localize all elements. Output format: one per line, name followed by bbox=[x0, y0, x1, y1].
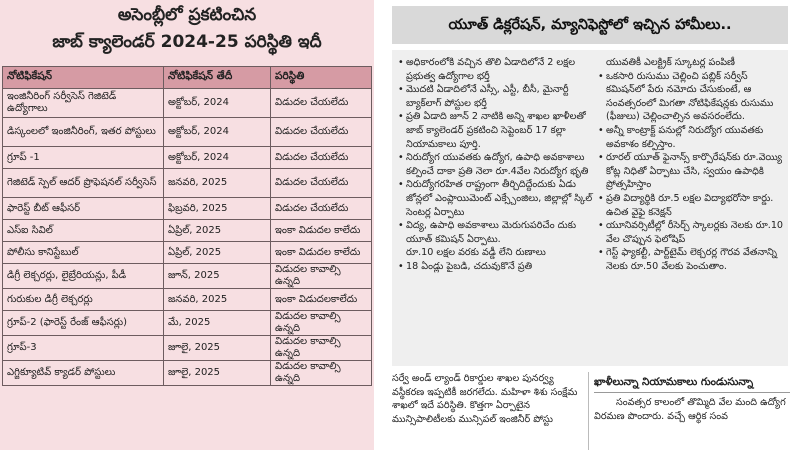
promise-item: • 18 ఏండ్లు పైబడి, చదువుకొనే ప్రతి bbox=[398, 260, 594, 274]
row-notification: గెజిటెడ్ స్పెల్ ఆదర్ ప్రొఫెషనల్ సర్వీసెస్ bbox=[3, 169, 164, 198]
table-row bbox=[3, 198, 372, 220]
row-notification: ఎస్ఐ సివిల్ bbox=[3, 220, 164, 242]
promise-item: • మొదటి ఏడాదిలోనే ఎస్సీ, ఎస్టీ, బీసీ, మైనార్టీ బ్యాక్‌లాగ్ పోస్టుల భర్తీ bbox=[398, 83, 594, 110]
promise-item: • ప్రతి ఏడాది జూన్ 2 నాటికి అన్ని శాఖల ఖాళీలతో జాబ్ క్యాలెండర్ ప్రకటించి సెప్టెంబర్ 17 కల్లా నియామకాలు పూర్తి. bbox=[398, 110, 594, 151]
row-date: ఏప్రిల్, 2025 bbox=[164, 242, 271, 264]
row-date: ఏప్రిల్, 2025 bbox=[164, 220, 271, 242]
table-row bbox=[3, 147, 372, 169]
promises-column-right bbox=[598, 56, 784, 274]
promise-item: • ప్రతి విద్యార్థికి రూ.5 లక్షల విద్యాభరోసా కార్డు. ఉచిత వైఫై కనెక్షన్ bbox=[598, 192, 784, 219]
row-status: విడుదల చేయలేదు bbox=[271, 198, 372, 220]
row-date: జూలై, 2025 bbox=[164, 336, 271, 361]
youth-declaration-panel bbox=[380, 0, 800, 450]
row-date: జనవరి, 2025 bbox=[164, 289, 271, 311]
header-notification-date: నోటిఫికేషన్ తేదీ bbox=[164, 67, 271, 89]
table-row bbox=[3, 361, 372, 386]
promises-box bbox=[392, 50, 788, 366]
article-subheading: ఖాళీలున్నా నియామకాలు గుండుసున్నా bbox=[594, 372, 790, 393]
row-date: జనవరి, 2025 bbox=[164, 169, 271, 198]
row-notification: ఎగ్జిక్యూటివ్ క్యాడర్ పోస్టులు bbox=[3, 361, 164, 386]
table-body bbox=[3, 89, 372, 386]
row-status: ఇంకా విడుదల కాలేదు bbox=[271, 220, 372, 242]
promise-item: • నిరుద్యోగ యువతకు ఉద్యోగ, ఉపాధి అవకాశాలు కల్పించే దాకా ప్రతి నెలా రూ.4వేల నిరుద్యోగ భృతి bbox=[398, 151, 594, 178]
title-line-2: జాబ్ క్యాలెండర్ 2024-25 పరిస్థితి ఇదీ bbox=[52, 32, 322, 52]
job-calendar-title bbox=[0, 2, 374, 56]
table-row bbox=[3, 118, 372, 147]
row-status: ఇంకా విడుదల కాలేదు bbox=[271, 242, 372, 264]
promise-item: • రూరల్ యూత్ ఫైనాన్స్ కార్పొరేషన్‌కు రూ.వెయ్యి కోట్ల నిధితో ఏర్పాటు చేసి, స్వయం ఉపాధికి ప్రోత్సహిస్తాం bbox=[598, 151, 784, 192]
row-status: విడుదల చేయలేదు bbox=[271, 89, 372, 118]
title-line-1: అసెంబ్లీలో ప్రకటించిన bbox=[117, 5, 257, 25]
promise-item: యువతికీ ఎలక్ట్రిక్ స్కూటర్ల పంపిణీ bbox=[606, 57, 735, 68]
table-row bbox=[3, 311, 372, 336]
promise-item: • గెస్ట్ ఫ్యాకల్టీ, పార్ట్‌టైమ్ లెక్చరర్ల గౌరవ వేతనాన్ని నెలకు రూ.50 వేలకు పెంచుతాం. bbox=[598, 246, 784, 273]
table-row bbox=[3, 289, 372, 311]
row-notification: గ్రూప్-3 bbox=[3, 336, 164, 361]
row-notification: డిగ్రీ లెక్చరర్లు, లైబ్రేరియన్లు, పీడీ bbox=[3, 264, 164, 289]
row-date: అక్టోబర్, 2024 bbox=[164, 89, 271, 118]
row-status: విడుదల చేయలేదు bbox=[271, 169, 372, 198]
job-calendar-table bbox=[2, 66, 372, 386]
row-date: జూన్, 2025 bbox=[164, 264, 271, 289]
table-row bbox=[3, 242, 372, 264]
promise-item: • యూనివర్సిటీల్లో రీసెర్చ్ స్కాలర్లకు నెలకు రూ.10 వేల చొప్పున ఫెలోషిప్ bbox=[598, 219, 784, 246]
header-status: పరిస్థితి bbox=[271, 67, 372, 89]
table-row bbox=[3, 264, 372, 289]
job-calendar-panel bbox=[0, 0, 374, 450]
row-notification: గ్రూప్ -1 bbox=[3, 147, 164, 169]
table-row bbox=[3, 89, 372, 118]
row-status: విడుదల కావాల్సి ఉన్నది bbox=[271, 361, 372, 386]
promise-item: • అధికారంలోకి వచ్చిన తొలి ఏడాదిలోనే 2 లక్షల ప్రభుత్వ ఉద్యోగాల భర్తీ bbox=[398, 56, 594, 83]
table-row bbox=[3, 169, 372, 198]
header-notification: నోటిఫికేషన్ bbox=[3, 67, 164, 89]
promise-item: రూ.10 లక్షల వరకు వడ్డీ లేని రుణాలు bbox=[406, 247, 546, 259]
promise-item: • విద్య, ఉపాధి అవకాశాలు మెరుగుపరిచేం దుకు యూత్ కమిషన్ ఏర్పాటు. bbox=[398, 219, 594, 246]
row-status: విడుదల కావాల్సి ఉన్నది bbox=[271, 336, 372, 361]
row-status: విడుదల చేయలేదు bbox=[271, 147, 372, 169]
row-date: అక్టోబర్, 2024 bbox=[164, 118, 271, 147]
row-date: మే, 2025 bbox=[164, 311, 271, 336]
row-status: విడుదల చేయలేదు bbox=[271, 118, 372, 147]
promises-column-left bbox=[398, 56, 594, 274]
row-status: విడుదల కావాల్సి ఉన్నది bbox=[271, 311, 372, 336]
row-date: అక్టోబర్, 2024 bbox=[164, 147, 271, 169]
declaration-title: యూత్ డిక్లరేషన్, మ్యానిఫెస్టోలో ఇచ్చిన హామీలు.. bbox=[448, 17, 732, 33]
row-notification: ఫారెస్ట్ బీట్ ఆఫీసర్ bbox=[3, 198, 164, 220]
table-row bbox=[3, 336, 372, 361]
row-notification: డిస్కంలలో ఇంజినీరింగ్, ఇతర పోస్టులు bbox=[3, 118, 164, 147]
row-date: ఫిబ్రవరి, 2025 bbox=[164, 198, 271, 220]
article-text-right: సంవత్సర కాలంలో తొమ్మిది వేల మంది ఉద్యోగ విరమణ పొందారు. వచ్చే ఆర్థిక సంవ bbox=[594, 397, 786, 422]
row-status: విడుదల కావాల్సి ఉన్నది bbox=[271, 264, 372, 289]
promise-item: • నిరుద్యోగరహిత రాష్ట్రంగా తీర్చిదిద్దేందుకు ఏడు జోన్లలో ఎంప్లాయిమెంట్ ఎక్స్చేంజిలు, జిల్లాల్లో స్కిల్ సెంటర్ల ఏర్పాటు bbox=[398, 178, 594, 219]
row-notification: గురుకుల డిగ్రీ లెక్చరర్లు bbox=[3, 289, 164, 311]
declaration-header bbox=[392, 6, 788, 44]
article-text-left: సర్వే అండ్ ల్యాండ్ రికార్డుల శాఖల పునర్వ్య వస్థీకరణ ఇప్పటికీ జరగలేదు. మహిళా శిశు సంక్షేమ శాఖలో ఇదే పరిస్థితి. కొత్తగా ఏర్పాటైన మున్సిపాలిటీలకు మున్సిపల్ ఇంజినీర్ పోస్టు bbox=[392, 373, 578, 425]
row-date: జూలై, 2025 bbox=[164, 361, 271, 386]
row-notification: ఇంజినీరింగ్ సర్వీసెస్ గెజిటెడ్ ఉద్యోగాలు bbox=[3, 89, 164, 118]
row-status: ఇంకా విడుదలకాలేదు bbox=[271, 289, 372, 311]
row-notification: పోలీసు కానిస్టేబుల్ bbox=[3, 242, 164, 264]
promise-item: • అన్నీ కాంట్రాక్ట్ పనుల్లో నిరుద్యోగ యువతకు అవకాశం కల్పిస్తాం. bbox=[598, 124, 784, 151]
row-notification: గ్రూప్-2 (ఫారెస్ట్ రేంజ్ ఆఫీసర్లు) bbox=[3, 311, 164, 336]
table-row bbox=[3, 220, 372, 242]
promise-item: • ఒకసారి రుసుము చెల్లించి పబ్లిక్ సర్వీస్ కమిషన్‌లో పేరు నమోదు చేసుకుంటే, ఆ సంవత్సరంలో మిగతా నోటిఫికేషన్లకు రుసుము (ఫీజులు) చెల్లించాల్సిన అవసరంలేదు. bbox=[598, 70, 784, 124]
table-header-row bbox=[3, 67, 372, 89]
column-divider bbox=[588, 372, 589, 450]
